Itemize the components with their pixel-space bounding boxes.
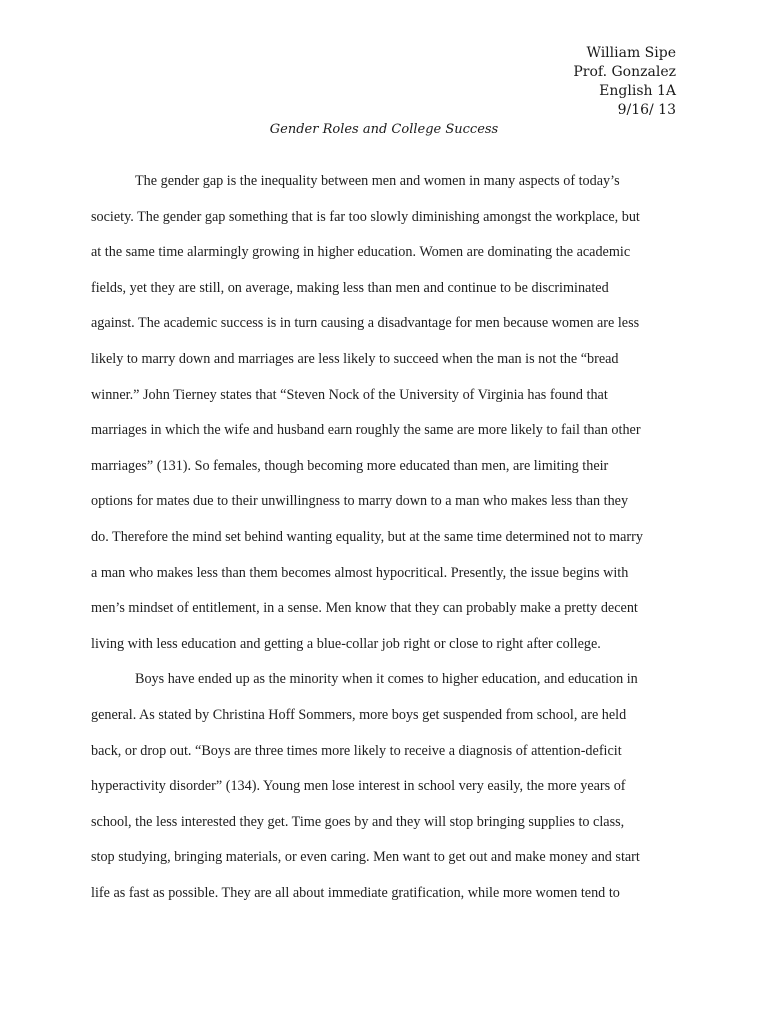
paragraph-2-line-2: general. As stated by Christina Hoff Sommers, more boys get suspended from school, are held xyxy=(91,706,627,723)
essay-body xyxy=(91,164,686,911)
paragraph-1-line-5: against. The academic success is in turn causing a disadvantage for men because women are less xyxy=(91,315,640,332)
paragraph-2-line-6: stop studying, bringing materials, or even caring. Men want to get out and make money and start xyxy=(91,849,640,866)
paragraph-1-line-4: fields, yet they are still, on average, making less than men and continue to be discriminated xyxy=(91,279,609,296)
paragraph-1-line-7: winner.” John Tierney states that “Steven Nock of the University of Virginia has found that xyxy=(91,386,608,403)
essay-date: 9/16/ 13 xyxy=(617,102,676,118)
author-name: William Sipe xyxy=(586,45,676,61)
paragraph-1-line-14: living with less education and getting a blue-collar job right or close to right after college. xyxy=(91,635,601,652)
paragraph-1-line-8: marriages in which the wife and husband earn roughly the same are more likely to fail than other xyxy=(91,422,641,439)
paragraph-1-line-6: likely to marry down and marriages are less likely to succeed when the man is not the “bread xyxy=(91,350,619,367)
course-name: English 1A xyxy=(599,83,676,99)
instructor-name: Prof. Gonzalez xyxy=(573,64,676,80)
paragraph-1-line-1: The gender gap is the inequality between men and women in many aspects of today’s xyxy=(135,173,620,189)
paragraph-1-line-13: men’s mindset of entitlement, in a sense. Men know that they can probably make a pretty decent xyxy=(91,600,638,617)
paragraph-2-line-4: hyperactivity disorder” (134). Young men lose interest in school very easily, the more years of xyxy=(91,778,626,795)
paragraph-1-line-2: society. The gender gap something that is far too slowly diminishing amongst the workplace, but xyxy=(91,208,640,225)
paragraph-1-line-12: a man who makes less than them becomes almost hypocritical. Presently, the issue begins with xyxy=(91,564,629,581)
paragraph-2-line-3: back, or drop out. “Boys are three times more likely to receive a diagnosis of attention-deficit xyxy=(91,742,622,759)
paragraph-2-line-7: life as fast as possible. They are all about immediate gratification, while more women tend to xyxy=(91,884,620,901)
essay-title: Gender Roles and College Success xyxy=(269,122,499,137)
header-block xyxy=(573,44,676,120)
paragraph-2-line-1: Boys have ended up as the minority when it comes to higher education, and education in xyxy=(135,671,638,688)
paragraph-2-line-5: school, the less interested they get. Time goes by and they will stop bringing supplies to class, xyxy=(91,813,625,830)
paragraph-1-line-11: do. Therefore the mind set behind wanting equality, but at the same time determined not to marry xyxy=(91,528,643,545)
paragraph-1-line-9: marriages” (131). So females, though becoming more educated than men, are limiting their xyxy=(91,457,609,474)
paragraph-1-line-10: options for mates due to their unwillingness to marry down to a man who makes less than they xyxy=(91,493,629,510)
paragraph-1-line-3: at the same time alarmingly growing in higher education. Women are dominating the academic xyxy=(91,244,631,261)
